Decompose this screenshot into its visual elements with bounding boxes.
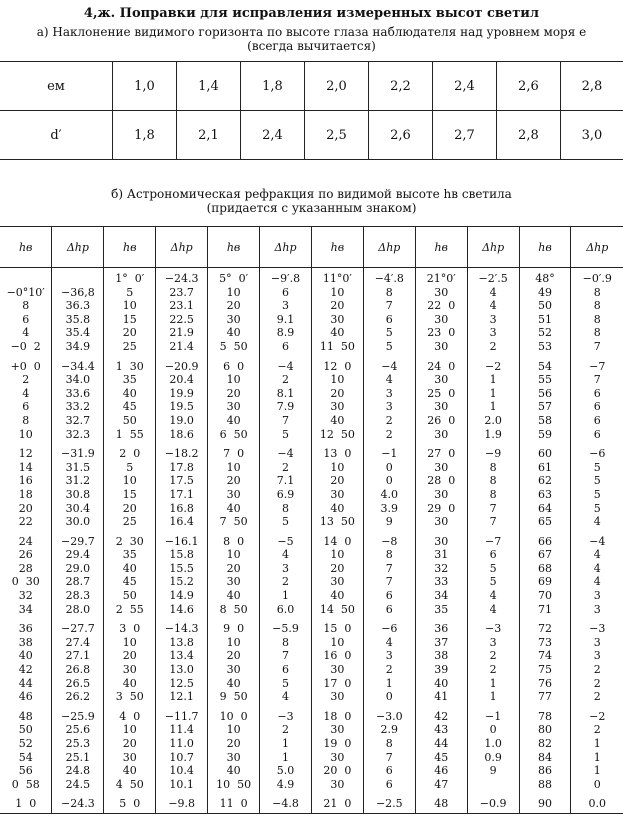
refraction-cell: −16.1 15.8 15.5 15.2 14.9 14.6	[156, 531, 208, 619]
altitude-cell: 4 0 10 20 30 40 4 50	[104, 706, 156, 794]
refraction-cell: −0.9	[467, 793, 519, 813]
refraction-cell: −11.7 11.4 11.0 10.7 10.4 10.1	[156, 706, 208, 794]
altitude-cell: 24 0 30 25 0 30 26 0 30	[415, 356, 467, 444]
refraction-cell: −34.4 34.0 33.6 33.2 32.7 32.3	[52, 356, 104, 444]
section-a-caption-line2: (всегда вычитается)	[247, 39, 376, 53]
altitude-cell: 11°0′ 10 20 30 40 11 50	[311, 268, 363, 356]
refraction-cell: −24.3 23.7 23.1 22.5 21.9 21.4	[156, 268, 208, 356]
col-header-h: hв	[0, 227, 52, 268]
dip-d-cell: 1,8	[113, 111, 177, 160]
refraction-cell: −20.9 20.4 19.9 19.5 19.0 18.6	[156, 356, 208, 444]
dip-e-cell: 2,6	[496, 62, 560, 111]
altitude-cell: 30 31 32 33 34 35	[415, 531, 467, 619]
altitude-cell: 13 0 10 20 30 40 13 50	[311, 443, 363, 531]
altitude-cell: 36 38 40 42 44 46	[0, 618, 52, 706]
col-header-dh: Δhр	[156, 227, 208, 268]
altitude-cell: 42 43 44 45 46 47	[415, 706, 467, 794]
col-header-h: hв	[519, 227, 571, 268]
altitude-cell: 72 73 74 75 76 77	[519, 618, 571, 706]
refraction-cell: −24.3	[52, 793, 104, 813]
altitude-cell: 60 61 62 63 64 65	[519, 443, 571, 531]
col-header-dh: Δhр	[260, 227, 312, 268]
col-header-h: hв	[208, 227, 260, 268]
refraction-cell: −1 0 0 4.0 3.9 9	[363, 443, 415, 531]
altitude-cell: 1 30 35 40 45 50 1 55	[104, 356, 156, 444]
altitude-cell: 12 0 10 20 30 40 12 50	[311, 356, 363, 444]
refraction-cell: −9.8	[156, 793, 208, 813]
refraction-cell: −3 3 2 2 1 1	[467, 618, 519, 706]
col-header-h: hв	[311, 227, 363, 268]
altitude-cell: 21 0	[311, 793, 363, 813]
refraction-cell: −4 2 8.1 7.9 7 5	[260, 356, 312, 444]
altitude-cell: 48	[415, 793, 467, 813]
refraction-cell: −29.7 29.4 29.0 28.7 28.3 28.0	[52, 531, 104, 619]
altitude-cell: 7 0 10 20 30 40 7 50	[208, 443, 260, 531]
refraction-row-group	[0, 618, 623, 706]
altitude-cell: 5 0	[104, 793, 156, 813]
refraction-row-group	[0, 793, 623, 813]
col-header-dh: Δhр	[467, 227, 519, 268]
altitude-cell: 36 37 38 39 40 41	[415, 618, 467, 706]
refraction-cell: −6 5 5 5 5 4	[589, 447, 606, 529]
dip-d-cell: 3,0	[560, 111, 623, 160]
refraction-cell: −7 6 5 5 4 4	[467, 531, 519, 619]
dip-e-cell: 2,8	[560, 62, 623, 111]
refraction-cell: −2.5	[363, 793, 415, 813]
altitude-cell: 3 0 10 20 30 40 3 50	[104, 618, 156, 706]
section-b-caption-line2: (придается с указанным знаком)	[206, 201, 417, 215]
refraction-row-group	[0, 356, 623, 444]
refraction-cell: −2 1 1 1 2.0 1.9	[467, 356, 519, 444]
refraction-cell: −14.3 13.8 13.4 13.0 12.5 12.1	[156, 618, 208, 706]
dip-e-cell: 1,0	[113, 62, 177, 111]
altitude-cell: 48 50 52 54 56 0 58	[0, 706, 52, 794]
altitude-cell: 12 14 16 18 20 22	[0, 443, 52, 531]
col-header-dh: Δhр	[52, 227, 104, 268]
dip-table	[0, 61, 623, 160]
dip-d-cell: 2,5	[304, 111, 368, 160]
altitude-cell: 5° 0′ 10 20 30 40 5 50	[208, 268, 260, 356]
dip-e-cell: 2,4	[432, 62, 496, 111]
dip-e-cell: 2,0	[304, 62, 368, 111]
dip-e-cell: 1,8	[240, 62, 304, 111]
dip-d-cell: 2,4	[240, 111, 304, 160]
altitude-cell: 6 0 10 20 30 40 6 50	[208, 356, 260, 444]
refraction-cell: −31.9 31.5 31.2 30.8 30.4 30.0	[52, 443, 104, 531]
refraction-cell: −25.9 25.6 25.3 25.1 24.8 24.5	[52, 706, 104, 794]
section-a-caption	[0, 25, 623, 53]
refraction-cell: −2′.5 4 4 3 3 2	[467, 268, 519, 356]
altitude-cell: 9 0 10 20 30 40 9 50	[208, 618, 260, 706]
refraction-cell: −4′.8 8 7 6 5 5	[363, 268, 415, 356]
refraction-row-group	[0, 531, 623, 619]
dip-d-cell: 2,8	[496, 111, 560, 160]
refraction-table	[0, 226, 623, 814]
section-b-caption-line1: б) Астрономическая рефракция по видимой высоте hв светила	[111, 187, 512, 201]
dip-e-cell: 2,2	[368, 62, 432, 111]
section-b-caption	[0, 187, 623, 215]
refraction-row-group	[0, 268, 623, 356]
altitude-cell: 78 80 82 84 86 88	[519, 706, 571, 794]
refraction-cell: −18.2 17.8 17.5 17.1 16.8 16.4	[156, 443, 208, 531]
refraction-cell: −4 2 7.1 6.9 8 5	[260, 443, 312, 531]
altitude-cell: 21°0′ 30 22 0 30 23 0 30	[415, 268, 467, 356]
altitude-cell: −0°10′ 8 6 4 −0 2	[0, 268, 52, 356]
col-header-dh: Δhр	[363, 227, 415, 268]
refraction-row-group	[0, 443, 623, 531]
refraction-cell: −3.0 2.9 8 7 6 6	[363, 706, 415, 794]
refraction-cell: −5 4 3 2 1 6.0	[260, 531, 312, 619]
refraction-cell: −4 4 3 3 2 2	[363, 356, 415, 444]
altitude-cell: 14 0 10 20 30 40 14 50	[311, 531, 363, 619]
altitude-cell: 54 55 56 57 58 59	[519, 356, 571, 444]
altitude-cell: 11 0	[208, 793, 260, 813]
col-header-h: hв	[104, 227, 156, 268]
refraction-cell: −4.8	[260, 793, 312, 813]
altitude-cell: 27 0 30 28 0 30 29 0 30	[415, 443, 467, 531]
dip-row-d	[0, 111, 623, 160]
refraction-header-row	[0, 227, 623, 268]
refraction-cell: −3 3 3 2 2 2	[589, 622, 606, 704]
page-title: 4,ж. Поправки для исправления измеренных высот светил	[83, 6, 540, 21]
altitude-cell: 8 0 10 20 30 40 8 50	[208, 531, 260, 619]
refraction-cell: −36,8 36.3 35.8 35.4 34.9	[52, 268, 104, 356]
altitude-cell: 2 0 5 10 15 20 25	[104, 443, 156, 531]
refraction-body	[0, 268, 623, 814]
dip-row-d-label: d′	[0, 111, 113, 160]
altitude-cell: 10 0 10 20 30 40 10 50	[208, 706, 260, 794]
altitude-cell: +0 0 2 4 6 8 10	[0, 356, 52, 444]
refraction-cell: −8 8 7 7 6 6	[363, 531, 415, 619]
col-header-h: hв	[415, 227, 467, 268]
altitude-cell: 1° 0′ 5 10 15 20 25	[104, 268, 156, 356]
col-header-dh: Δhр	[571, 227, 623, 268]
refraction-cell: −27.7 27.4 27.1 26.8 26.5 26.2	[52, 618, 104, 706]
altitude-cell: 48° 49 50 51 52 53	[519, 268, 571, 356]
altitude-cell: 90	[519, 793, 571, 813]
dip-d-cell: 2,6	[368, 111, 432, 160]
refraction-cell: −4 4 4 4 3 3	[589, 534, 606, 616]
altitude-cell: 1 0	[0, 793, 52, 813]
dip-e-cell: 1,4	[176, 62, 240, 111]
refraction-cell: −9′.8 6 3 9.1 8.9 6	[260, 268, 312, 356]
refraction-cell: −0′.9 8 8 8 8 7	[582, 272, 612, 353]
altitude-cell: 24 26 28 0 30 32 34	[0, 531, 52, 619]
refraction-cell: −1 0 1.0 0.9 9	[467, 706, 519, 794]
altitude-cell: 15 0 10 16 0 30 17 0 30	[311, 618, 363, 706]
refraction-cell: −9 8 8 8 7 7	[467, 443, 519, 531]
altitude-cell: 66 67 68 69 70 71	[519, 531, 571, 619]
refraction-row-group	[0, 706, 623, 794]
altitude-cell: 2 30 35 40 45 50 2 55	[104, 531, 156, 619]
refraction-cell: 0.0	[571, 793, 623, 813]
refraction-cell: −7 7 6 6 6 6	[589, 359, 606, 441]
refraction-cell: −6 4 3 2 1 0	[363, 618, 415, 706]
dip-d-cell: 2,1	[176, 111, 240, 160]
altitude-cell: 18 0 30 19 0 30 20 0 30	[311, 706, 363, 794]
dip-d-cell: 2,7	[432, 111, 496, 160]
refraction-cell: −5.9 8 7 6 5 4	[260, 618, 312, 706]
refraction-cell: −2 2 1 1 1 0	[589, 709, 606, 791]
section-a-caption-line1: а) Наклонение видимого горизонта по высоте глаза наблюдателя над уровнем моря е	[36, 25, 587, 39]
refraction-cell: −3 2 1 1 5.0 4.9	[260, 706, 312, 794]
dip-row-e	[0, 62, 623, 111]
dip-row-e-label: eм	[0, 62, 113, 111]
